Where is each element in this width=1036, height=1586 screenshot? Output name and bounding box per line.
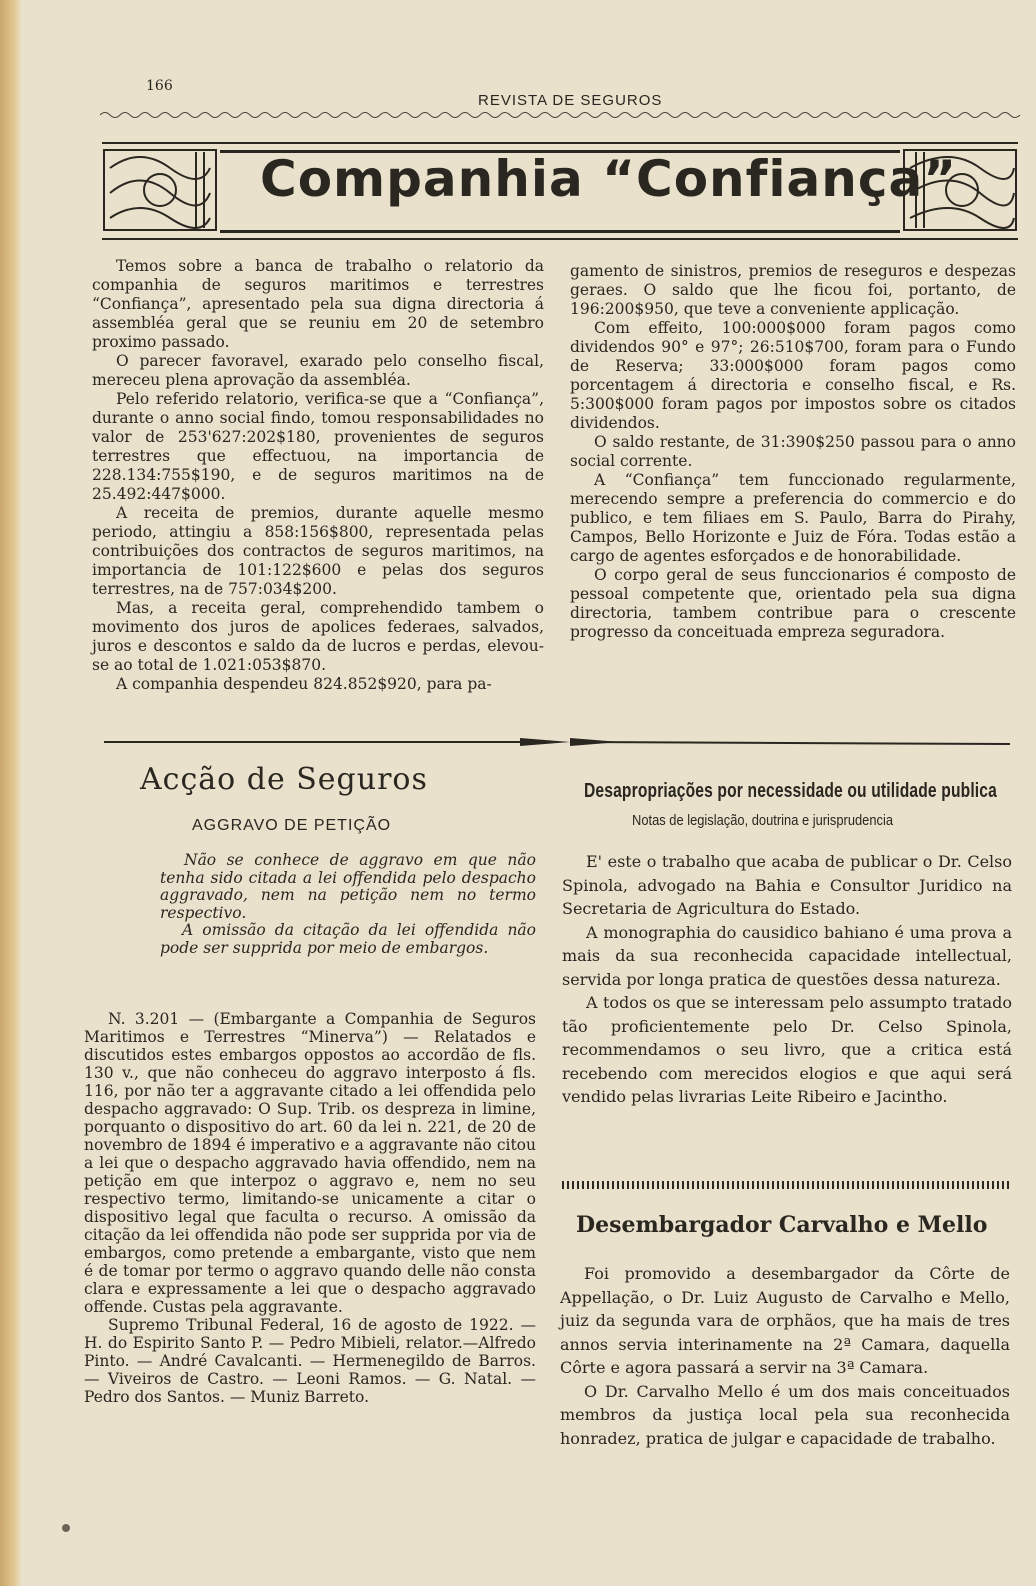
article-desembargador-body: [560, 1262, 1010, 1450]
paragraph: N. 3.201 — (Embargante a Companhia de Seguros Maritimos e Terrestres “Minerva”) — Relatados e discutidos estes embargos oppostos ao accordão de fls. 130 v., que não conheceu do aggravo interposto á fls. 116, por não ter a aggravante citado a lei offendida pelo despacho aggravado: O Sup. Trib. os despreza in limine, porquanto o dispositivo do art. 60 da lei n. 221, de 20 de novembro de 1894 é imperativo e a aggravante não citou a lei que o despacho aggravado havia offendido, nem na petição em que interpoz o aggravo e, nem no seu respectivo termo, limitando-se unicamente a citar o dispositivo legal que faculta o recurso. A omissão da citação da lei offendida não pode ser supprida por via de embargos, como pretende a embargante, visto que nem é de tomar por termo o aggravo quando delle não consta clara e expressamente a lei que o despacho aggravado offende. Custas pela aggravante.: [84, 1010, 536, 1316]
paragraph: Foi promovido a desembargador da Côrte de Appellação, o Dr. Luiz Augusto de Carvalho e Mello, juiz da segunda vara de orphãos, que ha mais de tres annos servia interinamente na 2ª Camara, daquella Côrte e agora passará a servir na 3ª Camara.: [560, 1264, 1010, 1377]
dotted-separator: [562, 1178, 1010, 1192]
paragraph: O corpo geral de seus funccionarios é composto de pessoal competente que, orientado pela sua digna directoria, tambem contribue para o crescente progresso da conceituada empreza seguradora.: [570, 566, 1016, 641]
article-title-desapropriacoes: Desapropriações por necessidade ou utilidade publica: [584, 780, 997, 802]
paragraph: Pelo referido relatorio, verifica-se que a “Confiança”, durante o anno social findo, tomou responsabilidades no valor de 253'627:202$180, provenientes de seguros terrestres que effectuou, na importancia de 228.134:755$190, e de seguros maritimos na de 25.492:447$000.: [92, 390, 544, 503]
paragraph: Supremo Tribunal Federal, 16 de agosto de 1922. — H. do Espirito Santo P. — Pedro Mibieli, relator.—Alfredo Pinto. — André Cavalcanti. — Hermenegildo de Barros. — Viveiros de Castro. — Leoni Ramos. — G. Natal. — Pedro dos Santos. — Muniz Barreto.: [84, 1316, 536, 1406]
paper-speck: [62, 1524, 70, 1532]
journal-title: REVISTA DE SEGUROS: [478, 92, 663, 109]
article-confianca-column-2: [570, 262, 1016, 642]
paragraph: A todos os que se interessam pelo assumpto tratado tão proficientemente pelo Dr. Celso Spinola, recommendamos o seu livro, que a critica está recebendo com merecidos elogios e que aqui será vendido pelas livrarias Leite Ribeiro e Jacintho.: [562, 993, 1012, 1106]
paragraph: A “Confiança” tem funccionado regularmente, merecendo sempre a preferencia do commercio e do publico, e tem filiaes em S. Paulo, Barra do Pirahy, Campos, Bello Horizonte e Juiz de Fóra. Todas estão a cargo de agentes esforçados e de honorabilidade.: [570, 471, 1016, 565]
article-acao-body: [84, 1010, 536, 1406]
paragraph: A companhia despendeu 824.852$920, para pa-: [116, 675, 492, 693]
article-title-acao: Acção de Seguros: [140, 762, 428, 797]
header-wavy-rule: [100, 110, 1020, 120]
article-desapropriacoes-body: [562, 850, 1012, 1109]
article-title-desembargador: Desembargador Carvalho e Mello: [576, 1212, 988, 1238]
ementa-paragraph: Não se conhece de aggravo em que não tenha sido citada a lei offendida pelo despacho aggravado, nem na petição nem no termo respectivo.: [160, 851, 536, 922]
article-subtitle-aggravo: AGGRAVO DE PETIÇÃO: [192, 817, 392, 834]
left-ornament: [104, 150, 216, 230]
paragraph: Com effeito, 100:000$000 foram pagos como dividendos 90° e 97°; 26:510$700, foram para o Fundo de Reserva; 33:000$000 foram pagos como porcentagem á directoria e conselho fiscal, e Rs. 5:300$000 foram pagos por impostos sobre os citados dividendos.: [570, 319, 1016, 432]
paragraph: E' este o trabalho que acaba de publicar o Dr. Celso Spinola, advogado na Bahia e Consultor Juridico na Secretaria de Agricultura do Estado.: [562, 852, 1012, 918]
paragraph: Temos sobre a banca de trabalho o relatorio da companhia de seguros maritimos e terrestres “Confiança”, apresentado pela sua digna directoria á assembléa geral que se reuniu em 20 de setembro proximo passado.: [92, 257, 544, 351]
ementa-paragraph: A omissão da citação da lei offendida não pode ser supprida por meio de embargos.: [160, 921, 536, 957]
paragraph: Mas, a receita geral, comprehendido tambem o movimento dos juros de apolices federaes, salvados, juros e descontos e saldo da de lucros e perdas, elevou-se ao total de 1.021:053$870.: [92, 599, 544, 674]
ementa: [160, 852, 536, 957]
article-confianca-column-1: [92, 257, 544, 694]
page-number: 166: [146, 78, 173, 94]
paragraph: O Dr. Carvalho Mello é um dos mais conceituados membros da justiça local pela sua reconhecida honradez, pratica de julgar e capacidade de trabalho.: [560, 1381, 1010, 1448]
paragraph: O parecer favoravel, exarado pelo conselho fiscal, mereceu plena aprovação da assembléa.: [92, 352, 544, 389]
article-subtitle-notas: Notas de legislação, doutrina e jurisprudencia: [632, 812, 894, 829]
paragraph: O saldo restante, de 31:390$250 passou para o anno social corrente.: [570, 433, 1016, 470]
article-title-confianca: Companhia “Confiança”: [260, 150, 958, 208]
paragraph: A receita de premios, durante aquelle mesmo periodo, attingiu a 858:156$800, representada pelas contribuições dos contractos de seguros maritimos, na importancia de 101:122$600 e pelas dos seguros terrestres, na de 757:034$200.: [92, 504, 544, 598]
paragraph: gamento de sinistros, premios de reseguros e despezas geraes. O saldo que lhe ficou foi, portanto, de 196:200$950, que teve a conveniente applicação.: [570, 262, 1016, 318]
section-divider: [100, 728, 1018, 758]
page-binding-edge: [0, 0, 22, 1586]
paragraph: A monographia do causidico bahiano é uma prova a mais da sua reconhecida capacidade intellectual, servida por longa pratica de questões dessa natureza.: [562, 922, 1012, 989]
